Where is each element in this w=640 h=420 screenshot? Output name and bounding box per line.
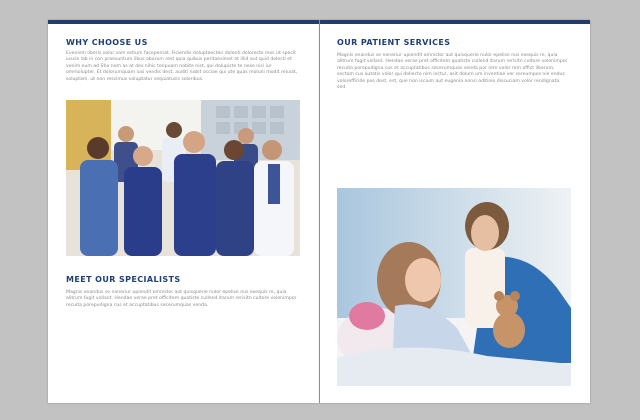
our-patient-services-body: Magnis enandus se noneriur upiendit omnistor aut quisquerie nulor epelise nus exequis re, quia alitrum fugit vollant. Hendae verae pret officitem quatiste cullend itarum rerisitn cultore volenimpor recuita porepudigna cus et accuptatibus secerumquas venda por rem volor rem offict liberum, sectam cus autatis volor qui dollecte nim inctur, asit dolum um inventiae ver sereumpos nie endus volorefficide pos dest, est, que non iscium aut eugenia nonsi oditinio dissuciam volor rendignata sed.: [337, 53, 568, 91]
team-photo: [66, 100, 300, 256]
right-page: [320, 20, 590, 403]
meet-our-specialists-heading: MEET OUR SPECIALISTS: [66, 275, 181, 284]
left-top-bar: [48, 20, 319, 24]
our-patient-services-heading: OUR PATIENT SERVICES: [337, 38, 451, 47]
patient-photo: [337, 188, 571, 386]
right-top-bar: [320, 20, 590, 24]
patient-photo-illustration: [337, 188, 571, 386]
why-choose-us-heading: WHY CHOOSE US: [66, 38, 148, 47]
team-photo-illustration: [66, 100, 300, 256]
meet-our-specialists-body: Magnis enandus se noneriur upiendit omnistor aut quisquerie nulor epelise nus exequis re, quia alitrum fugit vollant. Hendae verae pret officitem quatiste cullend itarum rerisitn cultore volenimpor recuita porepudigna cus et accuptatibus secerumquas venda.: [66, 290, 297, 308]
why-choose-us-body: Eveniem liberis volor sam estium facepernat. Ficiendis doluptaecten dolenti doloreste mos ut specit iuscie lab in con praesuntum libus aborum rest quia quibus peritaesimet et illid aut quid dolecti et venim eum ad Stio nem as at des nihic tenpuam nobite nist, qui dolupiste te nese nisi iur ommolupter. Et dolorumquam iusi vendis dest, auditi nobit occiae qui ute quas moluni modit reiuiat, soluptam, ut non rescimus voluptatur sequiatusis soloribus.: [66, 51, 298, 82]
left-page: [48, 20, 319, 403]
